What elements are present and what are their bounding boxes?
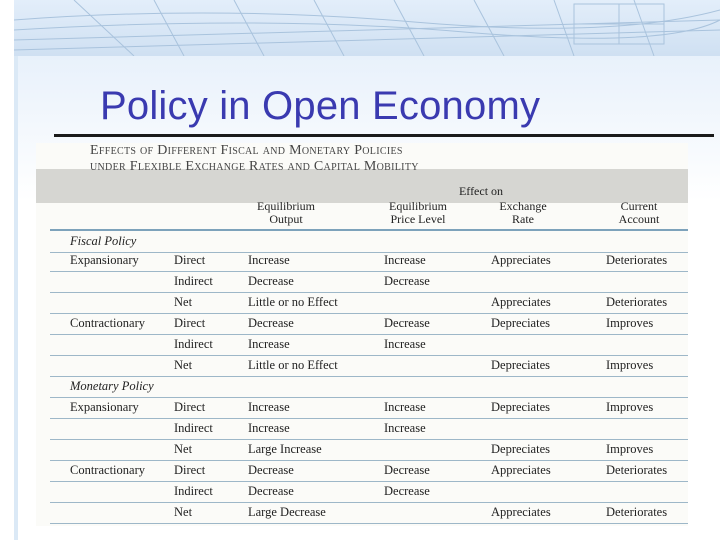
table-row bbox=[50, 502, 688, 524]
header-output-line2: Output bbox=[269, 212, 303, 226]
table-row bbox=[50, 481, 688, 503]
table-cell-c1: Contractionary bbox=[70, 316, 145, 330]
table-cell-c3: Large Decrease bbox=[248, 505, 326, 519]
table-cell-c4: Decrease bbox=[384, 463, 430, 477]
table-cell-c1: Monetary Policy bbox=[70, 379, 154, 393]
table-cell-c6: Improves bbox=[606, 316, 654, 330]
table-row bbox=[50, 397, 688, 419]
table-row bbox=[50, 292, 688, 314]
table-cell-c2: Net bbox=[174, 358, 193, 372]
table-cell-c2: Net bbox=[174, 295, 193, 309]
table-cell-c5: Depreciates bbox=[491, 316, 550, 330]
table-cell-c6: Deteriorates bbox=[606, 295, 668, 309]
header-account bbox=[596, 200, 682, 226]
table-row bbox=[50, 250, 688, 272]
table-cell-c5: Appreciates bbox=[491, 253, 551, 267]
table-cell-c5: Appreciates bbox=[491, 505, 551, 519]
table-cell-c3: Increase bbox=[248, 337, 290, 351]
table-row bbox=[50, 418, 688, 440]
slide-title: Policy in Open Economy bbox=[100, 84, 541, 128]
table-cell-c3: Decrease bbox=[248, 484, 294, 498]
table-caption bbox=[90, 143, 419, 175]
table-cell-c1: Expansionary bbox=[70, 400, 139, 414]
policy-effects-table bbox=[36, 143, 688, 526]
header-output bbox=[238, 200, 334, 226]
table-cell-c3: Decrease bbox=[248, 463, 294, 477]
table-cell-c3: Little or no Effect bbox=[248, 295, 338, 309]
table-cell-c3: Little or no Effect bbox=[248, 358, 338, 372]
slide-left-margin bbox=[0, 0, 14, 540]
header-banner-image bbox=[14, 0, 720, 56]
table-cell-c6: Improves bbox=[606, 442, 654, 456]
table-section-row bbox=[50, 376, 688, 398]
header-price-line2: Price Level bbox=[390, 212, 446, 226]
table-cell-c4: Increase bbox=[384, 337, 426, 351]
header-price bbox=[370, 200, 466, 226]
table-cell-c2: Direct bbox=[174, 253, 206, 267]
table-row bbox=[50, 460, 688, 482]
header-effect-on: Effect on bbox=[458, 184, 504, 198]
table-cell-c3: Increase bbox=[248, 253, 290, 267]
table-cell-c1: Contractionary bbox=[70, 463, 145, 477]
table-cell-c2: Direct bbox=[174, 463, 206, 477]
table-cell-c5: Depreciates bbox=[491, 442, 550, 456]
table-cell-c4: Decrease bbox=[384, 316, 430, 330]
table-cell-c4: Increase bbox=[384, 400, 426, 414]
table-cell-c6: Deteriorates bbox=[606, 253, 668, 267]
table-cell-c6: Improves bbox=[606, 400, 654, 414]
header-rate-line1: Exchange bbox=[499, 199, 547, 213]
architecture-sketch-graphic bbox=[14, 0, 720, 56]
table-cell-c6: Improves bbox=[606, 358, 654, 372]
table-cell-c5: Depreciates bbox=[491, 400, 550, 414]
table-row bbox=[50, 334, 688, 356]
table-row bbox=[50, 271, 688, 293]
table-cell-c3: Large Increase bbox=[248, 442, 322, 456]
table-cell-c5: Appreciates bbox=[491, 463, 551, 477]
header-rate bbox=[478, 200, 568, 226]
table-cell-c6: Deteriorates bbox=[606, 505, 668, 519]
header-output-line1: Equilibrium bbox=[257, 199, 315, 213]
table-cell-c3: Increase bbox=[248, 400, 290, 414]
table-cell-c2: Net bbox=[174, 442, 193, 456]
title-underline bbox=[54, 134, 714, 137]
table-row bbox=[50, 355, 688, 377]
table-cell-c5: Depreciates bbox=[491, 358, 550, 372]
table-cell-c2: Indirect bbox=[174, 484, 213, 498]
header-price-line1: Equilibrium bbox=[389, 199, 447, 213]
table-cell-c4: Increase bbox=[384, 421, 426, 435]
header-rate-line2: Rate bbox=[512, 212, 534, 226]
table-cell-c1: Fiscal Policy bbox=[70, 234, 137, 248]
table-cell-c3: Increase bbox=[248, 421, 290, 435]
header-account-line1: Current bbox=[620, 199, 658, 213]
table-cell-c2: Net bbox=[174, 505, 193, 519]
table-cell-c3: Decrease bbox=[248, 316, 294, 330]
table-caption-line2: under Flexible Exchange Rates and Capital Mobility bbox=[90, 159, 419, 174]
table-caption-line1: Effects of Different Fiscal and Monetary Policies bbox=[90, 143, 403, 158]
table-row bbox=[50, 313, 688, 335]
table-cell-c3: Decrease bbox=[248, 274, 294, 288]
header-account-line2: Account bbox=[618, 212, 660, 226]
table-row bbox=[50, 439, 688, 461]
table-cell-c2: Indirect bbox=[174, 337, 213, 351]
table-cell-c2: Direct bbox=[174, 316, 206, 330]
table-cell-c1: Expansionary bbox=[70, 253, 139, 267]
table-cell-c4: Decrease bbox=[384, 484, 430, 498]
table-cell-c5: Appreciates bbox=[491, 295, 551, 309]
table-cell-c2: Indirect bbox=[174, 274, 213, 288]
table-cell-c2: Indirect bbox=[174, 421, 213, 435]
table-cell-c2: Direct bbox=[174, 400, 206, 414]
table-cell-c6: Deteriorates bbox=[606, 463, 668, 477]
table-cell-c4: Decrease bbox=[384, 274, 430, 288]
table-cell-c4: Increase bbox=[384, 253, 426, 267]
